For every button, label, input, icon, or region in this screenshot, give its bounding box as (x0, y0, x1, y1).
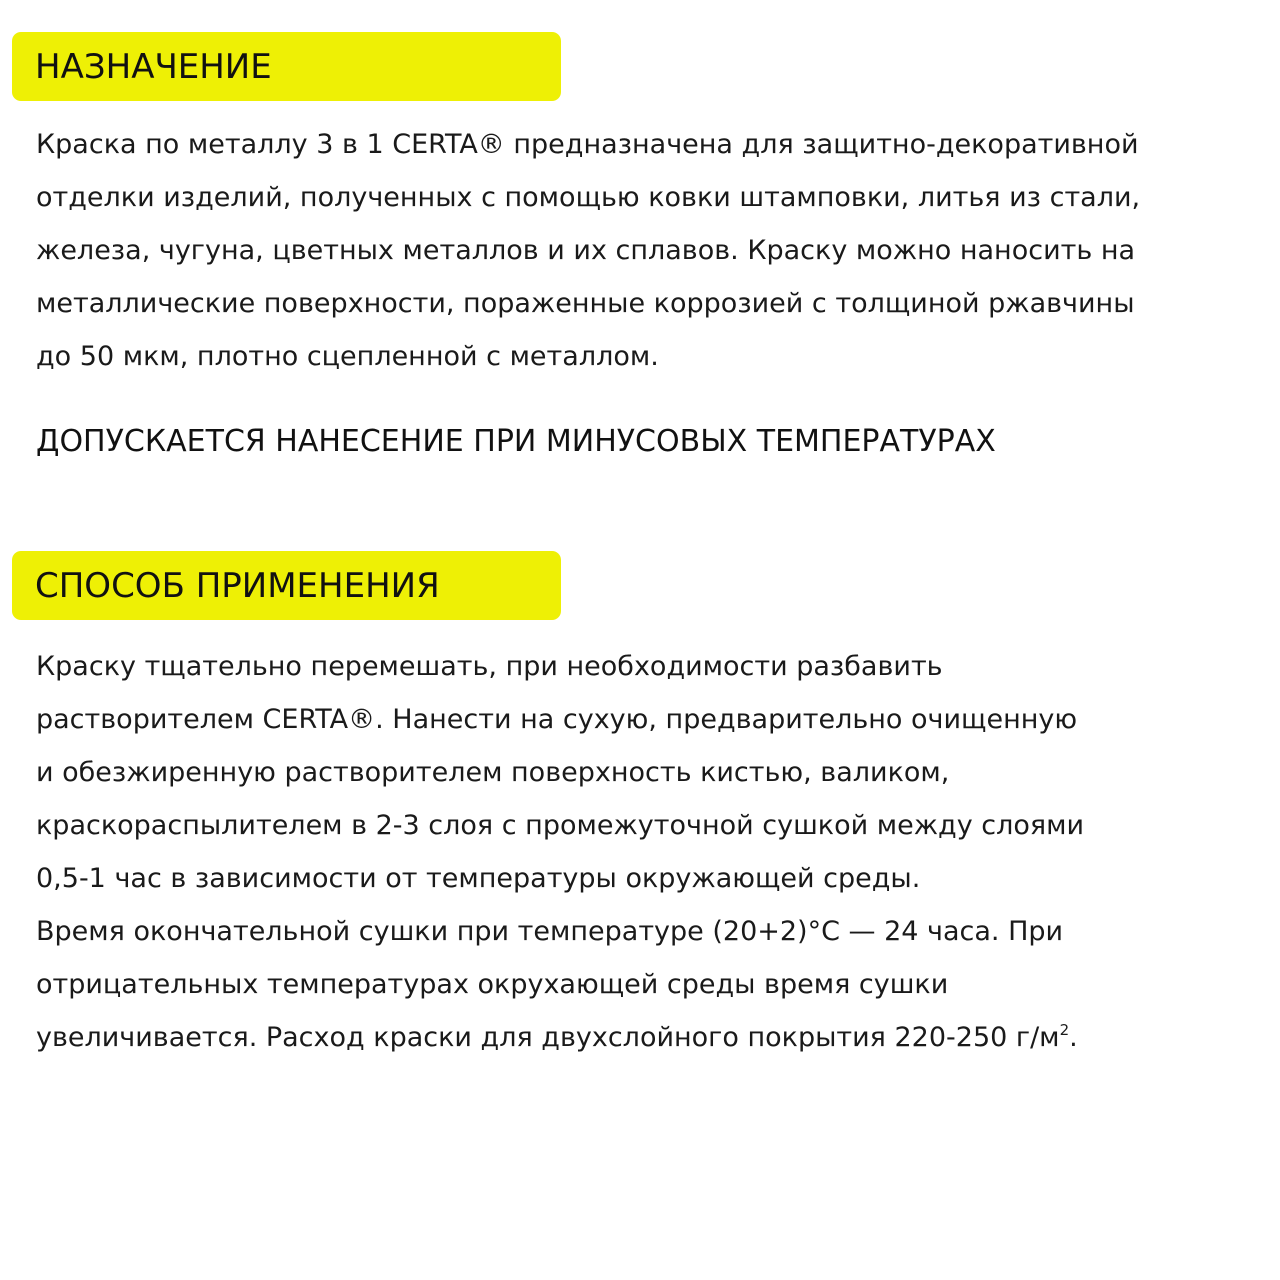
method-line: и обезжиренную растворителем поверхность кистью, валиком, (36, 757, 950, 788)
purpose-line: отделки изделий, полученных с помощью ковки штамповки, литья из стали, (36, 182, 1141, 213)
consumption-period: . (1069, 1022, 1078, 1053)
section-title-purpose: НАЗНАЧЕНИЕ (35, 46, 272, 87)
method-line: отрицательных температурах окрухающей среды время сушки (36, 969, 949, 1000)
purpose-paragraph (36, 118, 1272, 383)
method-paragraph (36, 640, 1272, 1064)
section-header-method (12, 551, 561, 620)
method-line: растворителем CERTA®. Нанести на сухую, предварительно очищенную (36, 704, 1078, 735)
method-line: 0,5-1 час в зависимости от температуры окружающей среды. (36, 863, 921, 894)
section-title-method: СПОСОБ ПРИМЕНЕНИЯ (35, 565, 440, 606)
method-line: краскораспылителем в 2-3 слоя с промежуточной сушкой между слоями (36, 810, 1085, 841)
section-header-purpose (12, 32, 561, 101)
method-line: Время окончательной сушки при температуре (20+2)°C — 24 часа. При (36, 916, 1064, 947)
negative-temperature-notice: ДОПУСКАЕТСЯ НАНЕСЕНИЕ ПРИ МИНУСОВЫХ ТЕМПЕРАТУРАХ (36, 424, 996, 459)
purpose-line: Краска по металлу 3 в 1 CERTA® предназначена для защитно-декоративной (36, 129, 1139, 160)
purpose-line: металлические поверхности, пораженные коррозией с толщиной ржавчины (36, 288, 1135, 319)
purpose-line: до 50 мкм, плотно сцепленной с металлом. (36, 341, 659, 372)
method-line-consumption (36, 1011, 1272, 1064)
purpose-line: железа, чугуна, цветных металлов и их сплавов. Краску можно наносить на (36, 235, 1136, 266)
method-line: Краску тщательно перемешать, при необходимости разбавить (36, 651, 943, 682)
consumption-text: увеличивается. Расход краски для двухслойного покрытия 220-250 г/м (36, 1022, 1060, 1053)
square-superscript: 2 (1059, 1021, 1070, 1039)
